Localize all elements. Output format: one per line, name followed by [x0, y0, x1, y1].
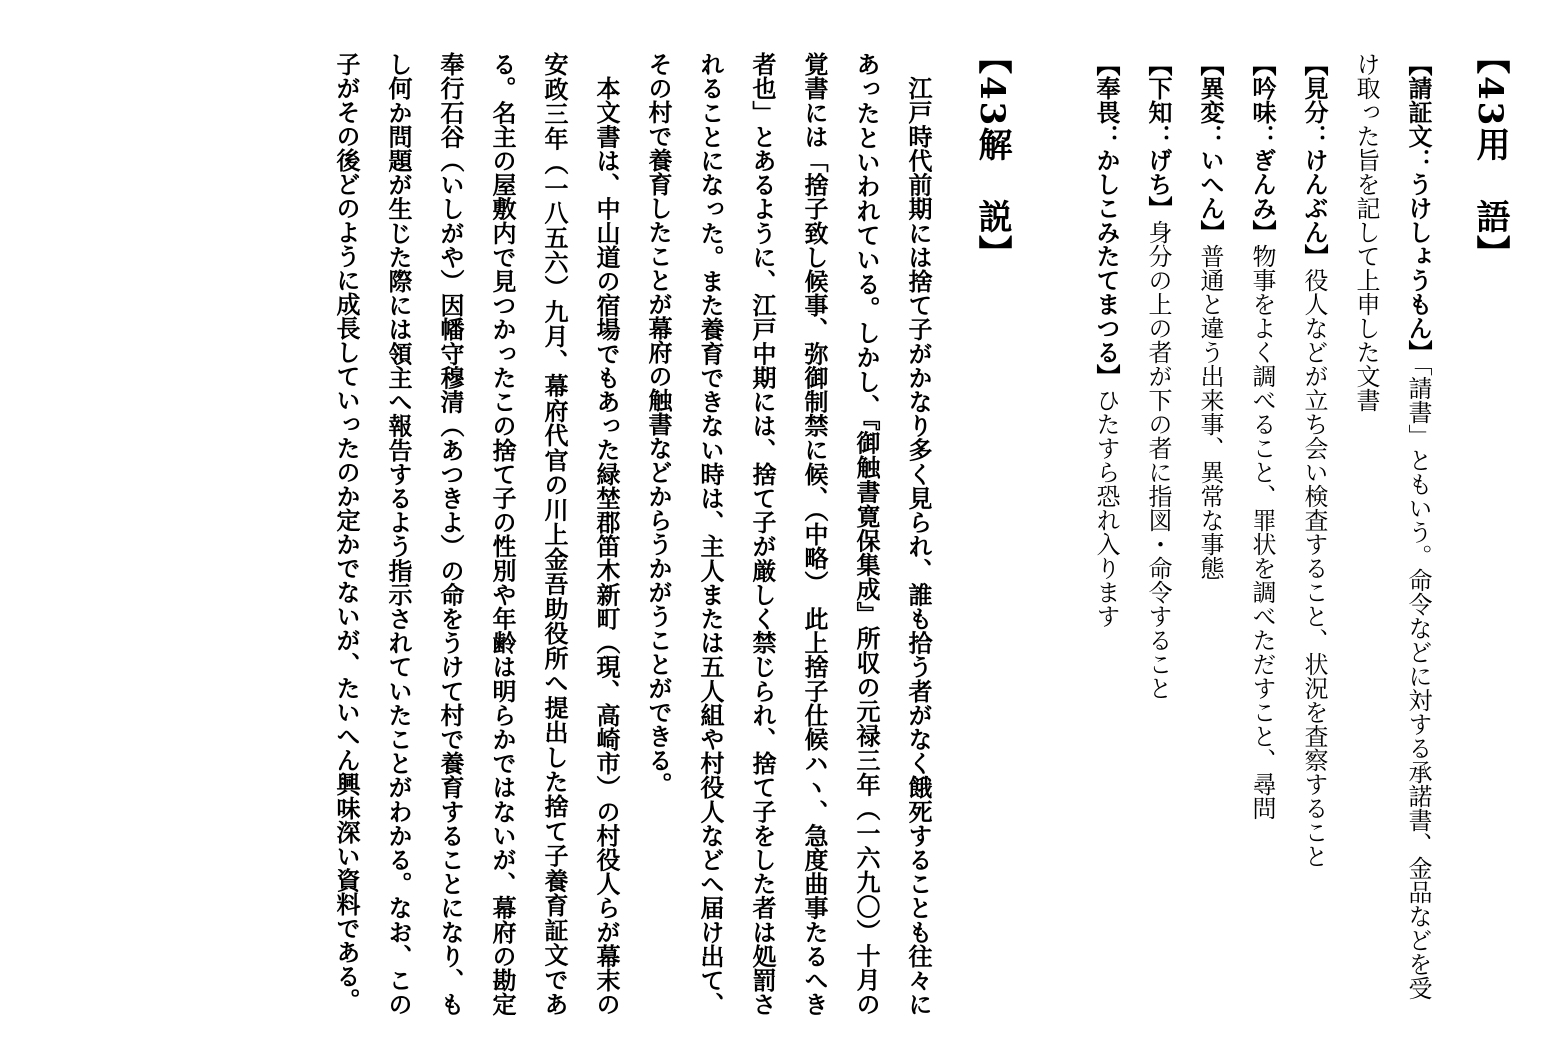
glossary-term: [1288, 40, 1340, 1016]
term-definition: 「請書」ともいう。命令などに対する承諾書、金品などを受け取った旨を記して上申した文書: [1352, 52, 1432, 1000]
term-definition: 役人などが立ち会い検査すること、状況を査察すること: [1300, 268, 1328, 868]
glossary-term: [1184, 40, 1236, 1016]
glossary-term: [1340, 40, 1444, 1016]
explanation-paragraph: 江戸時代前期には捨て子がかなり多く見られ、誰も拾う者がなく餓死することも往々にあったといわれている。しかし、『御触書寛保集成』所収の元禄三年（一六九〇）十月の覚書には「捨子致し候事、弥御制禁に候、（中略） 此上捨子仕候ハヽ、急度曲事たるへき者也」とあるように、江戸中期には、捨て子が厳しく禁じられ、捨て子をした者は処罰されることになった。また養育できない時は、主人または五人組や村役人などへ届け出て、その村で養育したことが幕府の触書などからうかがうことができる。: [644, 52, 933, 1016]
term-name: 【異変：いへん】: [1196, 52, 1225, 244]
term-name: 【下知：げち】: [1144, 52, 1173, 220]
term-name: 【奉畏：かしこみたてまつる】: [1092, 52, 1121, 388]
explanation-title: 【43解 説】: [972, 40, 1012, 272]
explanation-paragraph: 本文書は、中山道の宿場でもあった緑埜郡笛木新町（現、高崎市）の村役人らが幕末の安政三年（一八五六）九月、幕府代官の川上金吾助役所へ提出した捨て子養育証文である。名主の屋敷内で見つかったこの捨て子の性別や年齢は明らかではないが、幕府の勘定奉行石谷（いしがや）因幡守穆清（あつきよ）の命をうけて村で養育することになり、もし何か問題が生じた際には領主へ報告するよう指示されていたことがわかる。なお、この子がその後どのように成長していったのか定かでないが、たいへん興味深い資料である。: [332, 52, 621, 1017]
glossary-list: [1080, 40, 1444, 1016]
term-definition: 普通と違う出来事、異常な事態: [1196, 244, 1224, 580]
glossary-term: [1236, 40, 1288, 1016]
term-definition: 物事をよく調べること、罪状を調べただすこと、尋問: [1248, 244, 1276, 820]
term-definition: 身分の上の者が下の者に指図・命令すること: [1144, 220, 1172, 700]
term-name: 【吟味：ぎんみ】: [1248, 52, 1277, 244]
term-name: 【見分：けんぶん】: [1300, 52, 1329, 268]
glossary-title: 【43用 語】: [1470, 40, 1510, 272]
term-definition: ひたすら恐れ入ります: [1092, 388, 1120, 628]
term-name: 【請証文：うけしょうもん】: [1404, 52, 1433, 364]
glossary-term: [1132, 40, 1184, 1016]
glossary-term: [1080, 40, 1132, 1016]
explanation-body: [320, 40, 944, 1016]
